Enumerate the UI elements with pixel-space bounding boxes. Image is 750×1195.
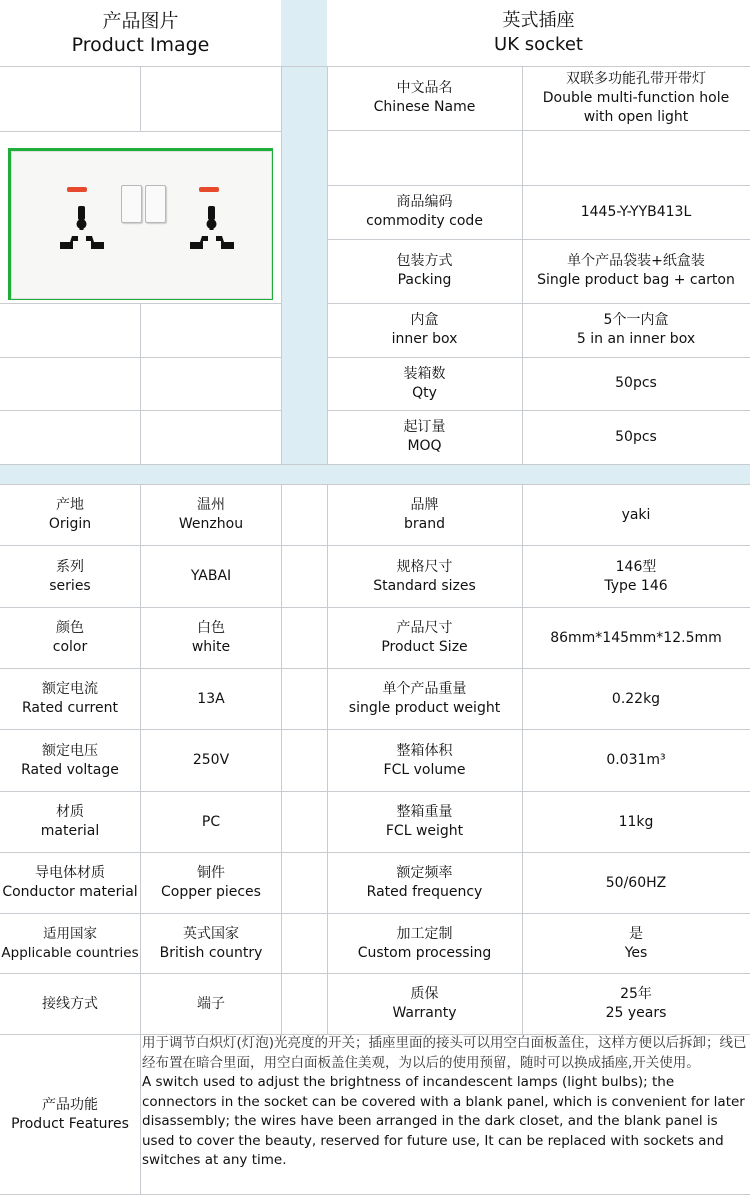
label-en: Rated frequency (366, 884, 483, 900)
brand-value (522, 485, 750, 545)
series-value (141, 546, 281, 607)
grid-line (281, 484, 282, 1034)
label-en: Warranty (392, 1005, 457, 1021)
label-en: Standard sizes (373, 577, 476, 594)
moq-value (522, 410, 750, 464)
product-image-header (0, 0, 281, 66)
value-en: Single product bag + carton (537, 272, 735, 288)
label-zh: 产品功能 (42, 1096, 98, 1113)
rocker-switch-left (121, 185, 142, 223)
grid-line (0, 464, 750, 465)
grid-line (281, 66, 282, 464)
label-en: Rated current (22, 700, 118, 716)
rated-voltage-label (0, 730, 140, 791)
rocker-switch-right (145, 185, 166, 223)
value-zh: 单个产品袋装+纸盒装 (567, 253, 705, 269)
value-zh: 温州 (197, 497, 225, 513)
label-zh: 整箱重量 (396, 804, 453, 820)
features-text-en: A switch used to adjust the brightness of incandescent lamps (light bulbs); the connectors in the socket can be covered with a blank panel, which is convenient for later disassembly; the wires have been arranged in the dark closet, and the blank panel is used to cover the beauty, reserved for future use, It can be replaced with sockets and switches at any time. (142, 1074, 745, 1168)
label-zh: 品牌 (410, 497, 439, 513)
product-weight-value (522, 669, 750, 729)
label-en: material (40, 823, 100, 839)
brand-label (327, 485, 522, 545)
fcl-weight-value (522, 792, 750, 852)
rated-current-value (141, 669, 281, 729)
fcl-volume-label (327, 730, 522, 791)
indicator-light-right (199, 187, 219, 192)
label-en: commodity code (366, 213, 483, 229)
product-name-header (327, 0, 750, 66)
value-en: 11kg (618, 813, 654, 830)
value-en: YABAI (190, 568, 232, 584)
label-zh: 包装方式 (396, 253, 453, 269)
label-zh: 质保 (410, 986, 439, 1002)
commodity-code-value (522, 185, 750, 239)
moq-label (327, 410, 522, 464)
indicator-light-left (67, 187, 87, 192)
value-zh: 铜件 (197, 865, 225, 881)
features-text-zh: 用于调节白炽灯(灯泡)光亮度的开关；插座里面的接头可以用空白面板盖住，这样方便以后拆卸；线已经布置在暗合里面，用空白面板盖住美观，为以后的使用预留，随时可以换成插座,开关使用。 (142, 1035, 747, 1071)
applicable-countries-label (0, 914, 140, 973)
label-zh: 装箱数 (403, 365, 446, 382)
value-en: 50/60HZ (605, 874, 667, 891)
product-size-value (522, 608, 750, 668)
label-zh: 额定电流 (42, 681, 98, 697)
inner-box-value (522, 303, 750, 357)
label-en: Product Features (11, 1115, 129, 1132)
label-en: color (52, 639, 88, 655)
label-zh: 适用国家 (43, 925, 97, 942)
label-zh: 系列 (56, 558, 84, 575)
header-right-en: UK socket (494, 34, 583, 55)
material-value (141, 792, 281, 852)
warranty-value (522, 974, 750, 1034)
rated-frequency-value (522, 853, 750, 913)
label-en: single product weight (348, 700, 501, 716)
label-zh: 规格尺寸 (396, 558, 453, 575)
rated-frequency-label (327, 853, 522, 913)
label-en: Packing (397, 272, 452, 288)
rated-current-label (0, 669, 140, 729)
product-size-label (327, 608, 522, 668)
value-en: 1445-Y-YYB413L (580, 203, 692, 220)
label-zh: 单个产品重量 (382, 681, 467, 697)
label-en: Custom processing (357, 944, 492, 961)
socket-outlet-left (52, 202, 112, 262)
label-en: Applicable countries (1, 944, 139, 961)
value-en: 0.22kg (611, 690, 661, 707)
product-features-label (0, 1035, 140, 1194)
value-en: Wenzhou (178, 516, 244, 532)
label-en: FCL weight (385, 823, 464, 839)
standard-sizes-label (327, 546, 522, 607)
commodity-code-label (327, 185, 522, 239)
value-en: Copper pieces (161, 884, 261, 900)
value-zh: 英式国家 (183, 925, 239, 942)
inner-box-label (327, 303, 522, 357)
grid-line (327, 130, 750, 131)
header-right-zh: 英式插座 (502, 10, 575, 31)
color-label (0, 608, 140, 668)
value-en: 25 years (605, 1005, 667, 1021)
label-en: Conductor material (2, 884, 138, 900)
value-en: yaki (621, 506, 651, 523)
qty-value (522, 357, 750, 410)
section-divider-band (0, 464, 750, 484)
product-features-text (142, 1034, 748, 1171)
color-value (141, 608, 281, 668)
socket-outlet-right (182, 202, 242, 262)
label-en: Rated voltage (21, 761, 119, 778)
grid-line (140, 303, 141, 464)
label-en: brand (404, 516, 445, 532)
value-en: British country (159, 944, 263, 961)
value-zh: 146型 (615, 558, 657, 575)
value-zh: 白色 (197, 620, 225, 636)
value-en: 50pcs (615, 428, 657, 445)
value-en: Yes (624, 944, 648, 961)
value-en: Type 146 (604, 577, 668, 594)
label-zh: 接线方式 (42, 995, 98, 1012)
custom-processing-value (522, 914, 750, 973)
custom-processing-label (327, 914, 522, 973)
packing-value (522, 239, 750, 303)
label-zh: 额定电压 (42, 742, 98, 759)
fcl-volume-value (522, 730, 750, 791)
label-en: inner box (391, 331, 458, 347)
grid-line (140, 66, 141, 132)
value-en: 0.031m³ (606, 752, 666, 768)
value-zh: 5个一内盒 (603, 312, 669, 328)
value-en: white (191, 639, 231, 655)
chinese-name-value (522, 66, 750, 130)
label-zh: 商品编码 (396, 194, 453, 210)
label-en: Chinese Name (373, 99, 476, 115)
wiring-method-label (0, 974, 140, 1034)
origin-value (141, 485, 281, 545)
warranty-label (327, 974, 522, 1034)
label-zh: 起订量 (403, 419, 446, 435)
label-zh: 中文品名 (396, 80, 453, 96)
value-zh: 是 (629, 925, 643, 942)
label-en: Qty (412, 384, 437, 401)
rated-voltage-value (141, 730, 281, 791)
value-en: Double multi-function hole with open light (542, 89, 730, 125)
material-label (0, 792, 140, 852)
label-zh: 产地 (56, 497, 84, 513)
label-zh: 额定频率 (396, 865, 453, 881)
header-left-zh: 产品图片 (102, 10, 179, 32)
wiring-method-value (141, 974, 281, 1034)
value-en: 50pcs (615, 375, 657, 391)
label-zh: 整箱体积 (396, 742, 453, 759)
label-zh: 颜色 (56, 620, 84, 636)
label-en: Product Size (381, 639, 468, 655)
value-zh: 25年 (620, 986, 652, 1002)
fcl-weight-label (327, 792, 522, 852)
value-en: 5 in an inner box (576, 331, 696, 347)
conductor-material-label (0, 853, 140, 913)
qty-label (327, 357, 522, 410)
value-en: 13A (197, 690, 225, 707)
label-zh: 材质 (56, 804, 84, 820)
packing-label (327, 239, 522, 303)
chinese-name-label (327, 66, 522, 130)
value-en: 86mm*145mm*12.5mm (550, 629, 722, 646)
label-en: Origin (48, 516, 92, 532)
label-zh: 加工定制 (396, 925, 453, 942)
product-photo (8, 148, 273, 300)
label-zh: 导电体材质 (35, 865, 105, 881)
value-en: 250V (192, 752, 230, 768)
header-divider-band (281, 0, 327, 466)
product-weight-label (327, 669, 522, 729)
series-label (0, 546, 140, 607)
conductor-material-value (141, 853, 281, 913)
applicable-countries-value (141, 914, 281, 973)
origin-label (0, 485, 140, 545)
label-en: series (49, 577, 91, 594)
standard-sizes-value (522, 546, 750, 607)
label-en: FCL volume (383, 761, 466, 778)
value-en: PC (201, 813, 221, 830)
value-zh: 双联多功能孔带开带灯 (566, 70, 706, 87)
value-zh: 端子 (197, 995, 225, 1012)
header-left-en: Product Image (71, 34, 210, 56)
label-zh: 产品尺寸 (396, 620, 453, 636)
label-zh: 内盒 (410, 312, 439, 328)
socket-faceplate (11, 151, 272, 299)
label-en: MOQ (407, 438, 442, 454)
